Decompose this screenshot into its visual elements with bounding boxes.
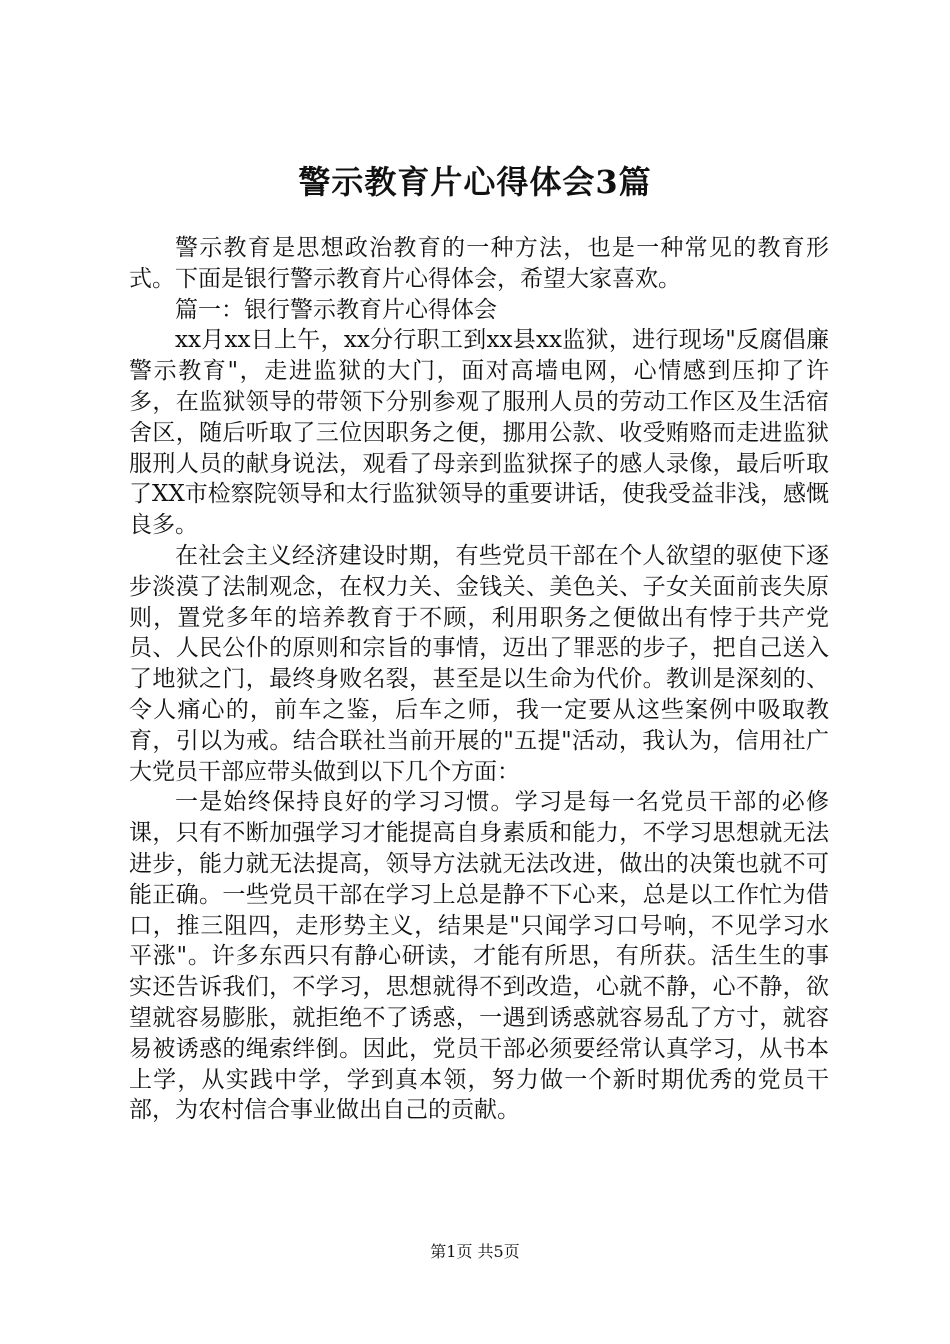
document-title: 警示教育片心得体会3篇 [298, 163, 652, 201]
paragraph-study: 一是始终保持良好的学习习惯。学习是每一名党员干部的必修课，只有不断加强学习才能提高自身素质和能力，不学习思想就无法进步，能力就无法提高，领导方法就无法改进，做出的决策也就不可能正确。一些党员干部在学习上总是静不下心来，总是以工作忙为借口，推三阻四，走形势主义，结果是"只闻学习口号响，不见学习水平涨"。许多东西只有静心研读，才能有所思，有所获。活生生的事实还告诉我们，不学习，思想就得不到改造，心就不静，心不静，欲望就容易膨胀，就拒绝不了诱惑，一遇到诱惑就容易乱了方寸，就容易被诱惑的绳索绊倒。因此，党员干部必须要经常认真学习，从书本上学，从实践中学，学到真本领，努力做一个新时期优秀的党员干部，为农村信合事业做出自己的贡献。 [129, 789, 829, 1124]
page-footer: 第1页 共5页 [430, 1242, 520, 1261]
paragraph-visit: xx月xx日上午，xx分行职工到xx县xx监狱，进行现场"反腐倡廉警示教育"，走进监狱的大门，面对高墙电网，心情感到压抑了许多，在监狱领导的带领下分别参观了服刑人员的劳动工作区及生活宿舍区，随后听取了三位因职务之便，挪用公款、收受贿赂而走进监狱服刑人员的献身说法，观看了母亲到监狱探子的感人录像，最后听取了XX市检察院领导和太行监狱领导的重要讲话，使我受益非浅，感慨良多。 [129, 327, 829, 539]
paragraph-intro: 警示教育是思想政治教育的一种方法，也是一种常见的教育形式。下面是银行警示教育片心得体会，希望大家喜欢。 [129, 235, 829, 292]
document-body [129, 233, 829, 1126]
section-heading: 篇一：银行警示教育片心得体会 [175, 296, 497, 323]
paragraph-lessons: 在社会主义经济建设时期，有些党员干部在个人欲望的驱使下逐步淡漠了法制观念，在权力关、金钱关、美色关、子女关面前丧失原则，置党多年的培养教育于不顾，利用职务之便做出有悖于共产党员、人民公仆的原则和宗旨的事情，迈出了罪恶的步子，把自己送入了地狱之门，最终身败名裂，甚至是以生命为代价。教训是深刻的、令人痛心的，前车之鉴，后车之师，我一定要从这些案例中吸取教育，引以为戒。结合联社当前开展的"五提"活动，我认为，信用社广大党员干部应带头做到以下几个方面： [129, 542, 829, 785]
